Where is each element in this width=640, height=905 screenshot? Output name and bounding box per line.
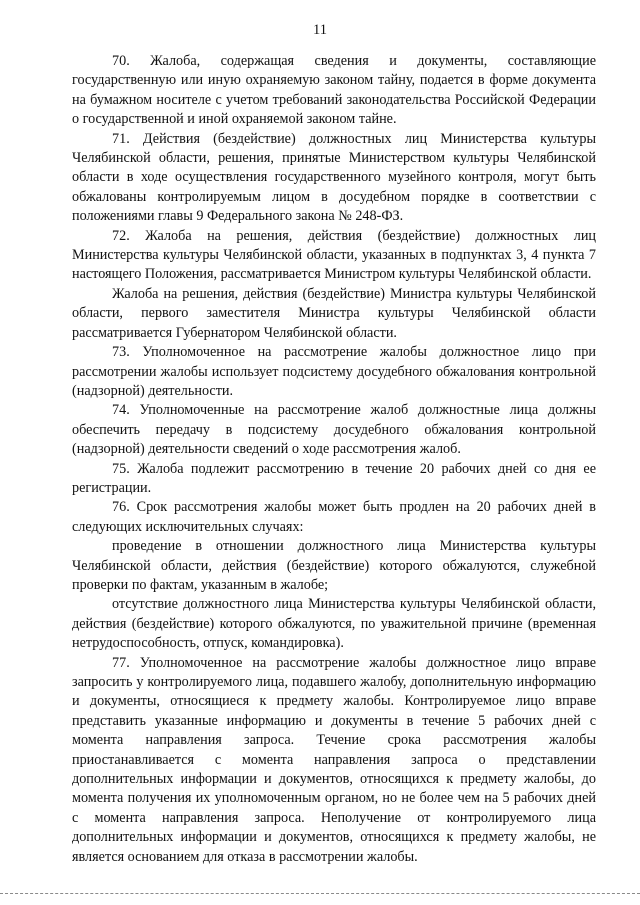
paragraph-75: 75. Жалоба подлежит рассмотрению в течение 20 рабочих дней со дня ее регистрации. (72, 460, 596, 496)
page-number: 11 (313, 22, 327, 38)
paragraph-74: 74. Уполномоченные на рассмотрение жалоб должностные лица должны обеспечить передачу в подсистему досудебного обжалования контрольной (надзорной) деятельности сведений о ходе рассмотрения жалоб. (72, 402, 596, 458)
paragraph-76: 76. Срок рассмотрения жалобы может быть продлен на 20 рабочих дней в следующих исключительных случаях: (72, 499, 596, 535)
paragraph-71: 71. Действия (бездействие) должностных лиц Министерства культуры Челябинской области, решения, принятые Министерством культуры Челябинской области в ходе осуществления государственного музейного контроля, могут быть обжалованы контролируемым лицом в досудебном порядке в соответствии с положениями главы 9 Федерального закона № 248-ФЗ. (72, 130, 596, 225)
paragraph-72: 72. Жалоба на решения, действия (бездействие) должностных лиц Министерства культуры Челябинской области, указанных в подпунктах 3, 4 пункта 7 настоящего Положения, рассматривается Министром культуры Челябинской области. (72, 227, 596, 283)
page-bottom-divider (0, 893, 640, 894)
paragraph-72-continuation: Жалоба на решения, действия (бездействие) Министра культуры Челябинской области, первого заместителя Министра культуры Челябинской области рассматривается Губернатором Челябинской области. (72, 285, 596, 341)
document-body (72, 52, 596, 867)
paragraph-73: 73. Уполномоченное на рассмотрение жалобы должностное лицо при рассмотрении жалобы использует подсистему досудебного обжалования контрольной (надзорной) деятельности. (72, 344, 596, 399)
paragraph-77: 77. Уполномоченное на рассмотрение жалобы должностное лицо вправе запросить у контролируемого лица, подавшего жалобу, дополнительную информацию и документы, относящиеся к предмету жалобы. Контролируемое лицо вправе представить указанные информацию и документы в течение 5 рабочих дней с момента направления запроса. Течение срока рассмотрения жалобы приостанавливается с момента направления запроса о представлении дополнительных информации и документов, относящихся к предмету жалобы, до момента получения их уполномоченным органом, но не более чем на 5 рабочих дней с момента направления запроса. Неполучение от контролируемого лица дополнительных информации и документов, относящихся к предмету жалобы, не является основанием для отказа в рассмотрении жалобы. (72, 654, 596, 865)
paragraph-70: 70. Жалоба, содержащая сведения и документы, составляющие государственную или иную охраняемую законом тайну, подается в форме документа на бумажном носителе с учетом требований законодательства Российской Федерации о государственной и иной охраняемой законом тайне. (72, 53, 596, 128)
paragraph-76-case-1: проведение в отношении должностного лица Министерства культуры Челябинской области, действия (бездействие) которого обжалуются, служебной проверки по фактам, указанным в жалобе; (72, 538, 596, 593)
paragraph-76-case-2: отсутствие должностного лица Министерства культуры Челябинской области, действия (бездействие) которого обжалуются, по уважительной причине (временная нетрудоспособность, отпуск, командировка). (72, 596, 596, 652)
